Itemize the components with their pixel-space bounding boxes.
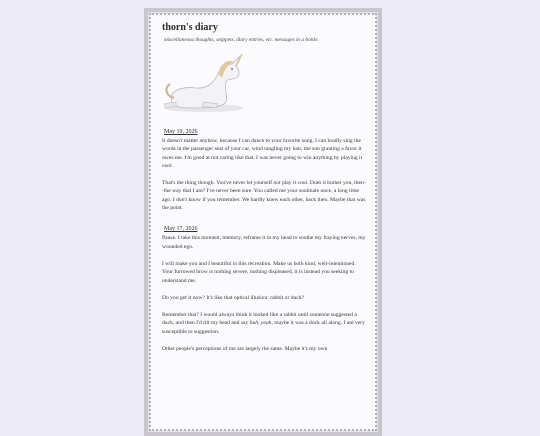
- post-paragraph: Remember that? I would always think it looked like a rabbit until someone suggested a duck, and then I'd tilt my head and say huh, yeah, maybe it was a duck all along. I am very susceptible to suggestion.: [162, 312, 365, 335]
- unicorn-image: [162, 52, 248, 114]
- post-date[interactable]: May 19, 2026: [164, 129, 198, 135]
- post-paragraph: That's the thing though. You've never let yourself not play it cool. Does it bother you, then--the way that I am? I've never been sure. You called me your soulmate once, a long time ago. I don't know if you remember. We hardly knew each other, back then. Maybe that was the point.: [162, 180, 366, 212]
- diary-entry: [162, 221, 367, 353]
- post-paragraph: Do you get it now? It's like that optical illusion: rabbit or duck?: [162, 294, 305, 301]
- blog-title[interactable]: thorn's diary: [162, 22, 218, 33]
- post-paragraph: Pause. I take this moment, memory, reframe it in my head to soothe my fraying nerves, my wounded ego.: [162, 235, 366, 250]
- diary-frame: [144, 8, 382, 436]
- post-date[interactable]: May 17, 2026: [164, 226, 198, 233]
- blog-subtitle: miscellaneous thoughts, snippets, diary entries, etc. messages in a bottle.: [164, 37, 319, 43]
- post-paragraph: I will make you and I beautiful in this recreation. Make us both kind, well-intentioned. Your furrowed brow is nothing severe, nothing displeased, it is instead you seeking to understand me.: [162, 260, 356, 284]
- diary-content: [162, 22, 367, 362]
- post-paragraph: It doesn't matter anyhow, because I can dance to your favorite song. I can loudly sing the words in the passenger seat of your car, wind tangling my hair, the sun granting a favor it owes me. I'm good at not caring like that. I was never going to win anything by playing it cool.: [162, 138, 363, 169]
- diary-entry: [162, 124, 367, 212]
- post-paragraph: Other people's perceptions of me are largely the same. Maybe it's my own: [162, 346, 328, 353]
